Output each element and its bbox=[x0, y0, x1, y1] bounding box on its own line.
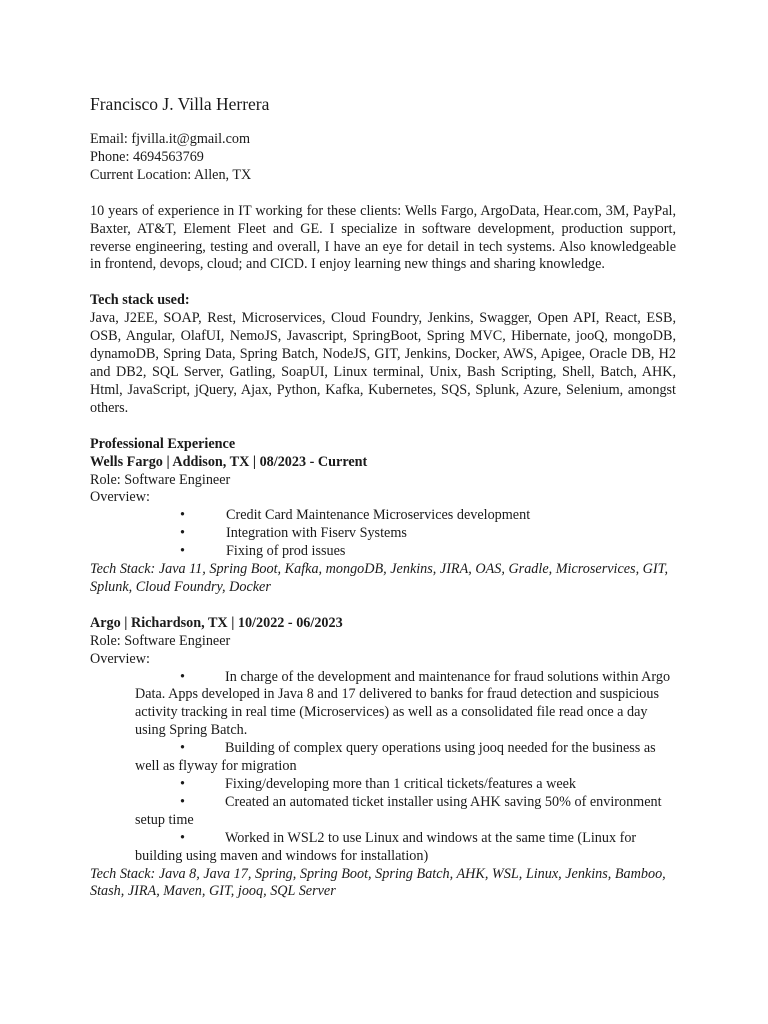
list-item bbox=[135, 776, 676, 794]
bullet-text: Fixing/developing more than 1 critical tickets/features a week bbox=[225, 776, 577, 792]
bullet-icon: • bbox=[180, 668, 185, 685]
list-item bbox=[90, 525, 676, 543]
bullet-icon: • bbox=[180, 507, 185, 524]
bullet-icon: • bbox=[180, 793, 185, 810]
bullet-icon: • bbox=[180, 525, 185, 542]
job-title: Wells Fargo | Addison, TX | 08/2023 - Current bbox=[90, 453, 368, 470]
job-tech-stack: Tech Stack: Java 11, Spring Boot, Kafka, mongoDB, Jenkins, JIRA, OAS, Gradle, Microservices, GIT, Splunk, Cloud Foundry, Docker bbox=[90, 561, 669, 595]
list-item bbox=[135, 740, 676, 776]
bullet-text: Building of complex query operations using jooq needed for the business as well as flyway for migration bbox=[135, 740, 656, 775]
tech-stack-section bbox=[90, 292, 676, 417]
bullet-text: In charge of the development and maintenance for fraud solutions within Argo Data. Apps developed in Java 8 and 17 delivered to banks for fraud detection and suspicious activity tracking in real time (Microservices) as well as a consolidated file read once a day using Spring Batch. bbox=[135, 668, 671, 739]
bullet-icon: • bbox=[180, 776, 185, 792]
job-tech-stack: Tech Stack: Java 8, Java 17, Spring, Spring Boot, Spring Batch, AHK, WSL, Linux, Jenkins, Bamboo, Stash, JIRA, Maven, GIT, jooq, SQL Server bbox=[90, 865, 666, 900]
contact-email: Email: fjvilla.it@gmail.com bbox=[90, 131, 251, 147]
list-item bbox=[135, 669, 676, 741]
list-item bbox=[90, 543, 676, 561]
experience-section bbox=[90, 436, 676, 902]
bullet-icon: • bbox=[180, 740, 185, 757]
bullet-icon: • bbox=[180, 543, 185, 560]
job-argo bbox=[90, 615, 676, 902]
list-item bbox=[90, 507, 676, 525]
job-role: Role: Software Engineer bbox=[90, 632, 231, 649]
job-overview-label: Overview: bbox=[90, 650, 150, 667]
bullet-icon: • bbox=[180, 829, 185, 846]
experience-heading: Professional Experience bbox=[90, 435, 236, 452]
job-bullets bbox=[90, 507, 676, 561]
bullet-text: Fixing of prod issues bbox=[226, 543, 346, 560]
job-wells-fargo bbox=[90, 454, 676, 597]
job-role: Role: Software Engineer bbox=[90, 471, 231, 488]
bullet-text: Worked in WSL2 to use Linux and windows at the same time (Linux for building using maven and windows for installation) bbox=[135, 829, 637, 864]
contact-location: Current Location: Allen, TX bbox=[90, 166, 252, 183]
summary-paragraph: 10 years of experience in IT working for these clients: Wells Fargo, ArgoData, Hear.com, 3M, PayPal, Baxter, AT&T, Element Fleet and GE. I specialize in software development, production support, reverse engineering, testing and overall, I have an eye for detail in tech systems. Also knowledgeable in frontend, devops, cloud; and CICD. I enjoy learning new things and sharing knowledge. bbox=[90, 202, 676, 273]
job-overview-label: Overview: bbox=[90, 489, 150, 506]
contact-block bbox=[90, 131, 676, 185]
bullet-text: Created an automated ticket installer using AHK saving 50% of environment setup time bbox=[135, 793, 662, 828]
job-bullets bbox=[90, 669, 676, 866]
list-item bbox=[135, 794, 676, 830]
tech-stack-heading: Tech stack used: bbox=[90, 292, 190, 309]
contact-phone: Phone: 4694563769 bbox=[90, 148, 204, 165]
job-title: Argo | Richardson, TX | 10/2022 - 06/2023 bbox=[90, 614, 343, 631]
bullet-text: Integration with Fiserv Systems bbox=[226, 525, 407, 542]
resume-page bbox=[90, 93, 676, 901]
list-item bbox=[135, 830, 676, 866]
tech-stack-text: Java, J2EE, SOAP, Rest, Microservices, Cloud Foundry, Jenkins, Swagger, Open API, React, ESB, OSB, Angular, OlafUI, NemoJS, Javascript, SpringBoot, Spring MVC, Hibernate, jooQ, mongoDB, dynamoDB, Spring Data, Spring Batch, NodeJS, GIT, Jenkins, Docker, AWS, Apigee, Oracle DB, H2 and DB2, SQL Server, Gatling, SoapUI, Linux terminal, Unix, Bash Scripting, Shell, Batch, AHK, Html, JavaScript, jQuery, Ajax, Python, Kafka, Kubernetes, SQS, Splunk, Azure, Selenium, amongst others. bbox=[90, 310, 676, 416]
bullet-text: Credit Card Maintenance Microservices development bbox=[226, 507, 531, 524]
candidate-name: Francisco J. Villa Herrera bbox=[90, 94, 270, 114]
